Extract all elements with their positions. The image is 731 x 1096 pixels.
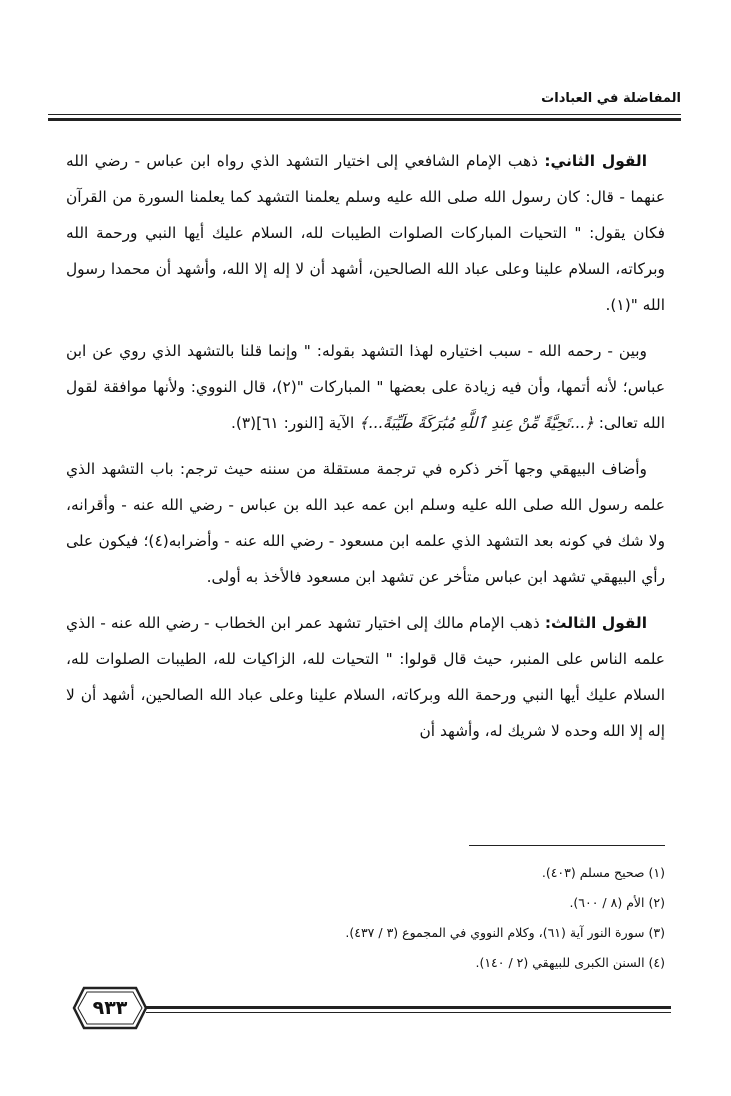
footnote-separator [469,845,665,846]
page-number: ٩٣٣ [92,997,128,1019]
paragraph-third-opinion [66,605,665,749]
paragraph-text: وأضاف البيهقي وجها آخر ذكره في ترجمة مستقلة من سننه حيث ترجم: باب التشهد الذي علمه رسول الله صلى الله عليه وسلم ابن عمه عبد الله بن عباس - رضي الله عنه - وأقرانه، ولا شك في كونه بعد التشهد الذي علمه ابن مسعود - رضي الله عنه - وأضرابه(٤)؛ فيكون على رأي البيهقي تشهد ابن عباس متأخر عن تشهد ابن مسعود فالأخذ به أولى. [66,460,666,586]
paragraph-lead: القول الثالث: [544,614,647,632]
footnotes [66,858,665,978]
footer-rule-thick [146,1006,671,1009]
header-rule-thick [48,118,681,121]
quran-verse: ﴿...تَحِيَّةً مِّنْ عِندِ ٱللَّهِ مُبَٰرَكَةً طَيِّبَةً...﴾ [359,414,594,432]
paragraph-lead: القول الثاني: [544,152,647,170]
header-title: المفاضلة في العبادات [541,91,681,106]
paragraph-bayhaqi [66,451,665,595]
page-number-badge [72,985,148,1031]
footnote-2: (٢) الأم (٨ / ٦٠٠). [569,895,665,910]
running-header [0,85,731,125]
paragraph-text: الآية [النور: ٦١](٣). [230,414,360,432]
header-rule-thin [48,114,681,115]
footnote-4: (٤) السنن الكبرى للبيهقي (٢ / ١٤٠). [475,955,665,970]
footnote-1: (١) صحيح مسلم (٤٠٣). [541,865,665,880]
paragraph-second-opinion [66,143,665,323]
footnote-3: (٣) سورة النور آية (٦١)، وكلام النووي في المجموع (٣ / ٤٣٧). [345,925,665,940]
paragraph-text: ذهب الإمام الشافعي إلى اختيار التشهد الذي رواه ابن عباس - رضي الله عنهما - قال: كان رسول الله صلى الله عليه وسلم يعلمنا التشهد كما يعلمنا السورة من القرآن فكان يقول: " التحيات المباركات الصلوات الطيبات لله، السلام عليك أيها النبي ورحمة الله وبركاته، السلام علينا وعلى عباد الله الصالحين، أشهد أن لا إله إلا الله، وأشهد أن محمدا رسول الله "(١). [66,152,665,314]
paragraph-text: ذهب الإمام مالك إلى اختيار تشهد عمر ابن الخطاب - رضي الله عنه - الذي علمه الناس على المنبر، حيث قال قولوا: " التحيات لله، الزاكيات لله، الطيبات الصلوات لله، السلام عليك أيها النبي ورحمة الله وبركاته، السلام علينا وعلى عباد الله الصالحين، أشهد أن لا إله إلا الله وحده لا شريك له، وأشهد أن [66,614,665,740]
footer-rule-thin [146,1012,671,1013]
main-text [66,143,665,759]
paragraph-reason [66,333,665,441]
paragraph-text: وبين - رحمه الله - سبب اختياره لهذا التشهد بقوله: " وإنما قلنا بالتشهد الذي روي عن ابن عباس؛ لأنه أتمها، وأن فيه زيادة على بعضها " المباركات "(٢)، قال النووي: ولأنها موافقة لقول الله تعالى: [66,342,666,432]
